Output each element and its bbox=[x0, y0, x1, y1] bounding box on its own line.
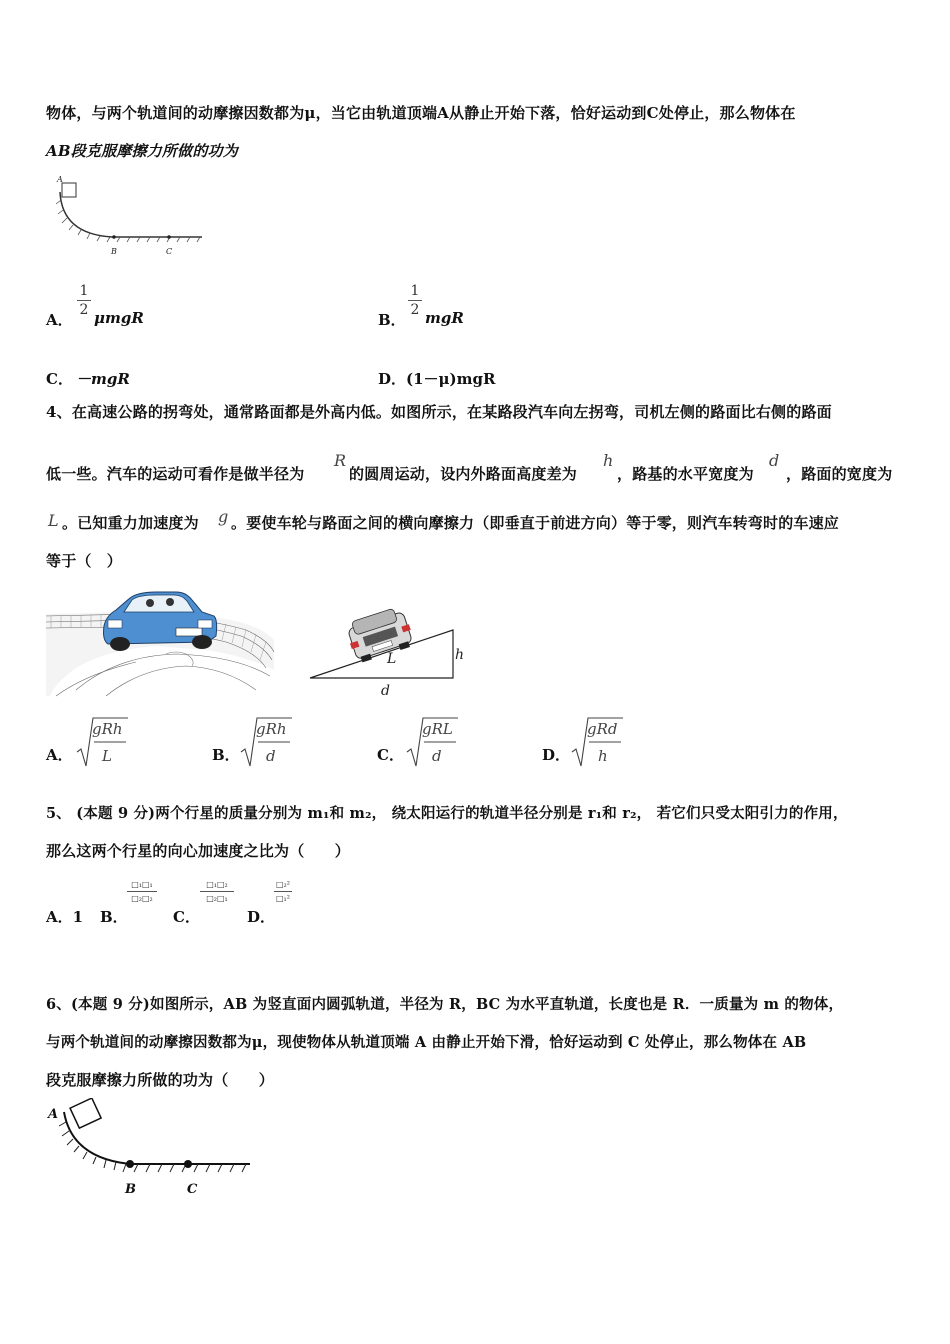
q3-fig-label-c: C bbox=[166, 247, 173, 256]
q4-option-d-label: D． bbox=[542, 746, 571, 764]
q5-text-line1: 5、 (本题 9 分)两个行星的质量分别为 m₁和 m₂， 绕太阳运行的轨道半径分别是 r₁和 r₂， 若它们只受太阳引力的作用， bbox=[46, 805, 848, 822]
q5-option-c-num: □₁□₂ bbox=[206, 880, 228, 889]
q4-text-line4: 等于（ ） bbox=[46, 552, 123, 570]
q4-text-line2a: 低一些。汽车的运动可看作是做半径为 bbox=[46, 465, 305, 483]
q3-option-a-fraction bbox=[77, 283, 91, 318]
q3-option-b-label: B． bbox=[378, 311, 406, 329]
q4-option-a-num: gRh bbox=[92, 720, 123, 738]
q3-option-c-text: －mgR bbox=[76, 370, 130, 388]
q5-option-d-label: D． bbox=[247, 908, 276, 926]
q3-option-b-fraction bbox=[408, 283, 422, 318]
q4-option-b-num: gRh bbox=[256, 720, 287, 738]
q6-text-line1: 6、(本题 9 分)如图所示，AB 为竖直面内圆弧轨道，半径为 R，BC 为水平直轨道，长度也是 R．一质量为 m 的物体， bbox=[46, 996, 844, 1013]
q4-var-h: h bbox=[603, 451, 614, 470]
q4-option-c-label: C． bbox=[377, 746, 404, 764]
q4-option-c-num: gRL bbox=[422, 720, 453, 738]
q5-option-d-den: □₁² bbox=[276, 894, 290, 903]
q3-fig-label-b: B bbox=[111, 247, 117, 256]
q4-var-r: R bbox=[334, 451, 347, 470]
q3-option-a-den: 2 bbox=[79, 302, 89, 318]
q3-option-b-den: 2 bbox=[410, 302, 420, 318]
q3-option-a-label: A． bbox=[46, 311, 73, 329]
q3-option-b-num: 1 bbox=[410, 283, 420, 299]
q6-fig-label-a: A bbox=[48, 1107, 59, 1122]
q4-text-line2c: ，路基的水平宽度为 bbox=[617, 465, 754, 483]
q5-option-b-fraction bbox=[127, 880, 157, 903]
q4-fig-label-d: d bbox=[381, 683, 390, 699]
q5-option-b-den: □₂□₂ bbox=[131, 894, 153, 903]
q6-fig-label-b: B bbox=[125, 1182, 136, 1197]
q4-option-d-num: gRd bbox=[587, 720, 618, 738]
q5-text-line2: 那么这两个行星的向心加速度之比为（ ） bbox=[46, 842, 351, 860]
q4-text-line3b: 。要使车轮与路面之间的横向摩擦力（即垂直于前进方向）等于零，则汽车转弯时的车速应 bbox=[231, 514, 840, 532]
q4-text-line1: 4、在高速公路的拐弯处，通常路面都是外高内低。如图所示，在某路段汽车向左拐弯，司机左侧的路面比右侧的路面 bbox=[46, 403, 832, 421]
q3-option-c-label: C． bbox=[46, 370, 73, 388]
q5-option-c-fraction bbox=[200, 880, 234, 903]
q4-option-c-den: d bbox=[432, 747, 442, 765]
q4-car-illustration bbox=[46, 590, 278, 698]
q4-option-a-den: L bbox=[102, 747, 112, 765]
q4-text-line2d: ，路面的宽度为 bbox=[786, 465, 893, 483]
q4-var-g: g bbox=[218, 507, 229, 526]
q4-var-d: d bbox=[769, 451, 780, 470]
q5-option-c-label: C． bbox=[173, 908, 200, 926]
q3-text-line2: AB段克服摩擦力所做的功为 bbox=[46, 142, 238, 160]
q5-option-d-num: □₂² bbox=[276, 880, 290, 889]
q3-option-a-text: μmgR bbox=[94, 309, 144, 327]
q3-track-figure bbox=[52, 172, 212, 262]
q3-option-a-num: 1 bbox=[79, 283, 89, 299]
q4-text-line2b: 的圆周运动，设内外路面高度差为 bbox=[349, 465, 578, 483]
q5-option-b-label: B． bbox=[100, 908, 128, 926]
q6-text-line3: 段克服摩擦力所做的功为（ ） bbox=[46, 1071, 275, 1089]
q4-text-line3a: 。已知重力加速度为 bbox=[62, 514, 199, 532]
q3-option-d-label: D． bbox=[378, 370, 407, 388]
q4-option-b-den: d bbox=[266, 747, 276, 765]
q3-fig-label-a: A bbox=[57, 175, 63, 184]
q5-option-b-num: □₁□₁ bbox=[131, 880, 153, 889]
q6-fig-label-c: C bbox=[187, 1182, 198, 1197]
q4-incline-diagram bbox=[305, 602, 480, 702]
q5-option-c-den: □₂□₁ bbox=[206, 894, 228, 903]
q3-text-line1: 物体，与两个轨道间的动摩擦因数都为μ，当它由轨道顶端A从静止开始下落，恰好运动到C处停止，那么物体在 bbox=[46, 104, 796, 122]
q3-option-b-text: mgR bbox=[425, 309, 464, 327]
q3-option-d-text: (1－μ)mgR bbox=[406, 370, 496, 388]
q4-var-l: L bbox=[48, 511, 59, 530]
q6-text-line2: 与两个轨道间的动摩擦因数都为μ，现使物体从轨道顶端 A 由静止开始下滑，恰好运动到 C 处停止，那么物体在 AB bbox=[46, 1034, 807, 1051]
q4-option-d-den: h bbox=[598, 747, 608, 765]
q4-option-b-label: B． bbox=[212, 746, 240, 764]
q5-option-a: A．1 bbox=[46, 908, 84, 926]
q5-option-d-fraction bbox=[274, 880, 292, 903]
q4-option-a-label: A． bbox=[46, 746, 73, 764]
q4-fig-label-l: L bbox=[387, 651, 397, 667]
q4-fig-label-h: h bbox=[455, 647, 465, 663]
q6-track-figure bbox=[46, 1098, 258, 1200]
